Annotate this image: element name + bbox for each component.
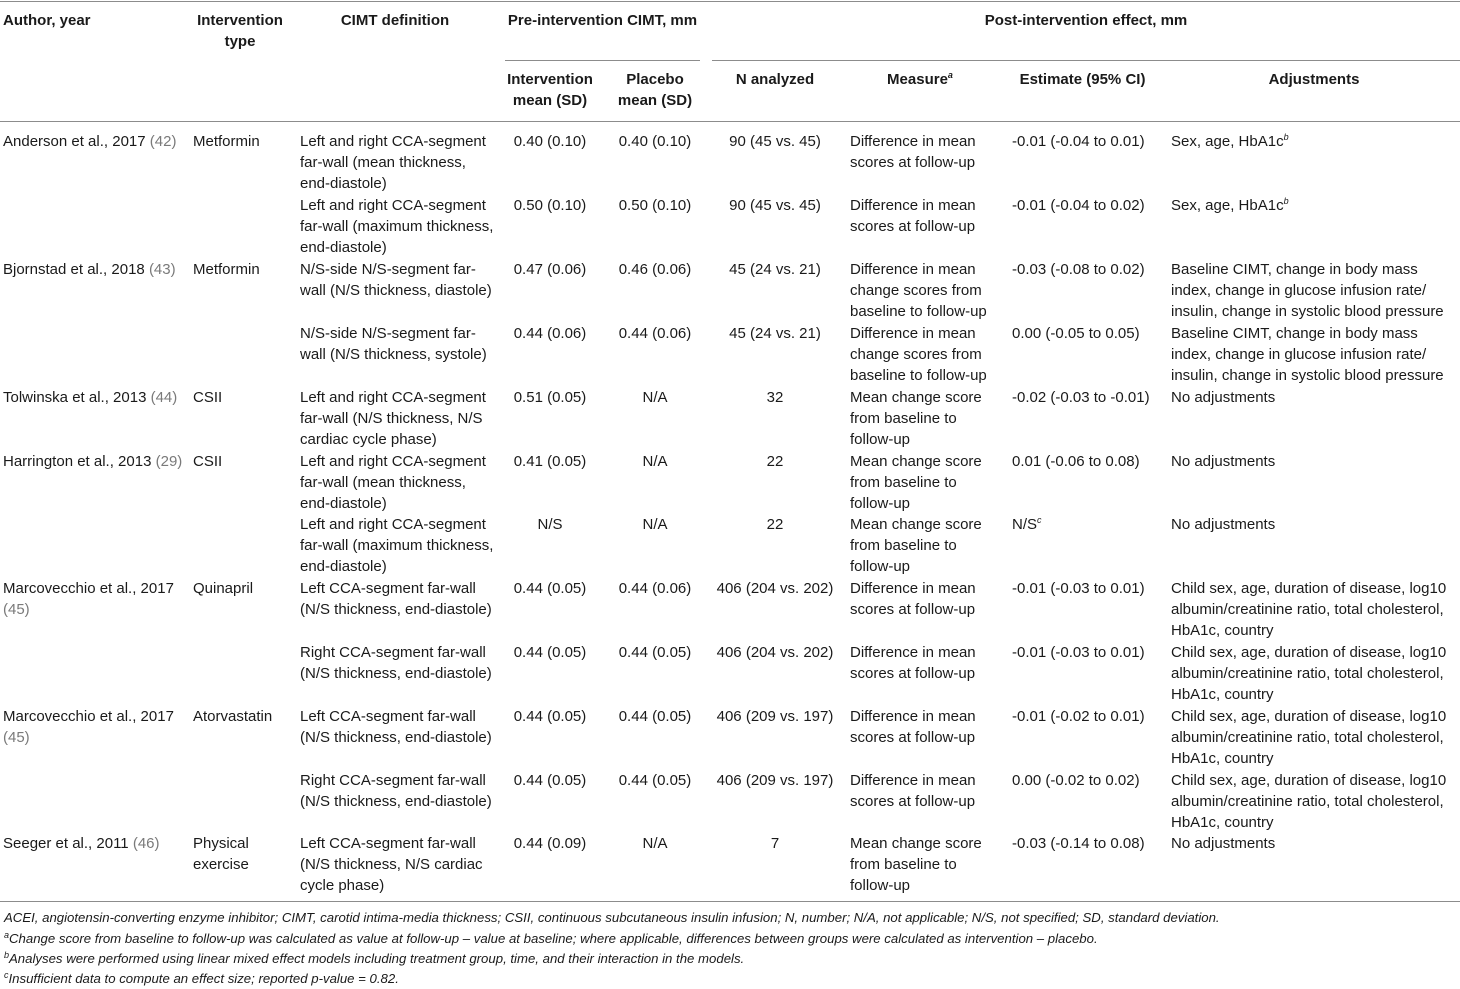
cell-plc-text: N/A <box>642 835 668 852</box>
cell-est <box>1012 259 1167 280</box>
cell-author-text: Seeger et al., 2011 <box>3 835 129 852</box>
cell-plc <box>605 131 705 152</box>
cell-est-text: N/S <box>1012 516 1038 533</box>
cell-est-text: -0.03 (-0.08 to 0.02) <box>1012 261 1145 278</box>
cell-measure <box>850 259 1000 323</box>
cell-measure-text: Difference in mean scores at follow-up <box>850 197 976 236</box>
cell-int <box>500 833 600 854</box>
cell-measure-text: Difference in mean change scores from baseline to follow-up <box>850 325 987 385</box>
cell-measure-text: Difference in mean scores at follow-up <box>850 133 976 172</box>
cell-type-text: CSII <box>193 453 223 470</box>
cell-plc <box>605 642 705 663</box>
header-intervention-type: Intervention type <box>197 12 283 50</box>
cell-n-text: 406 (209 vs. 197) <box>716 708 834 725</box>
cell-type <box>193 833 293 875</box>
cell-est <box>1012 706 1167 727</box>
cell-adj-text: Child sex, age, duration of disease, log10 albumin/creatinine ratio, total cholesterol, HbA1c, country <box>1171 772 1447 832</box>
cell-plc <box>605 195 705 216</box>
cell-int-text: 0.44 (0.05) <box>513 644 587 661</box>
cell-measure-text: Difference in mean change scores from baseline to follow-up <box>850 261 987 321</box>
footnote-a-mark: a <box>4 930 10 940</box>
reference-link[interactable]: (45) <box>3 601 30 619</box>
cell-plc-text: 0.44 (0.06) <box>618 580 692 597</box>
cell-est <box>1012 195 1167 216</box>
footnote-b-mark: b <box>4 950 10 960</box>
cell-cimt <box>300 387 498 451</box>
cell-author <box>3 706 189 748</box>
cell-cimt-text: Left and right CCA-segment far-wall (maximum thickness, end-diastole) <box>300 516 494 576</box>
cell-adj-text: No adjustments <box>1171 453 1276 470</box>
cell-plc-text: 0.44 (0.05) <box>618 708 692 725</box>
cell-cimt-text: Right CCA-segment far-wall (N/S thickness, end-diastole) <box>300 644 492 683</box>
cell-type <box>193 578 293 599</box>
cell-measure <box>850 131 1000 173</box>
cell-measure <box>850 514 1000 578</box>
header-measure-label: Measure <box>887 71 948 88</box>
cell-int <box>500 578 600 599</box>
cell-n-text: 45 (24 vs. 21) <box>729 261 821 278</box>
cell-cimt <box>300 770 498 812</box>
cell-cimt-text: Right CCA-segment far-wall (N/S thickness, end-diastole) <box>300 772 492 811</box>
cell-measure-text: Difference in mean scores at follow-up <box>850 708 976 747</box>
cell-int <box>500 770 600 791</box>
footnote-c-mark: c <box>4 970 9 980</box>
cell-measure-text: Difference in mean scores at follow-up <box>850 644 976 683</box>
cell-n <box>712 642 838 663</box>
cell-cimt <box>300 451 498 515</box>
cell-n <box>712 131 838 152</box>
cell-plc-text: N/A <box>642 516 668 533</box>
cell-measure-text: Difference in mean scores at follow-up <box>850 580 976 619</box>
cell-plc <box>605 770 705 791</box>
cell-measure-text: Mean change score from baseline to follow-up <box>850 389 982 449</box>
table-bottom-rule <box>0 901 1460 902</box>
cell-author <box>3 387 189 408</box>
cell-n-text: 406 (204 vs. 202) <box>716 644 834 661</box>
cell-measure <box>850 323 1000 387</box>
cell-measure <box>850 833 1000 897</box>
cell-est <box>1012 642 1167 663</box>
cell-plc <box>605 323 705 344</box>
cell-n <box>712 770 838 791</box>
cell-author-text: Anderson et al., 2017 <box>3 133 146 150</box>
cell-int <box>500 195 600 216</box>
footnote-b <box>4 949 744 969</box>
cell-cimt-text: Left and right CCA-segment far-wall (mean thickness, end-diastole) <box>300 453 486 513</box>
cell-est-text: 0.01 (-0.06 to 0.08) <box>1012 453 1140 470</box>
cell-plc <box>605 259 705 280</box>
footnote-marker: b <box>1283 132 1289 142</box>
cell-n <box>712 323 838 344</box>
cell-n-text: 45 (24 vs. 21) <box>729 325 821 342</box>
cell-n-text: 406 (204 vs. 202) <box>716 580 834 597</box>
cell-n-text: 90 (45 vs. 45) <box>729 197 821 214</box>
footnote-c-text: Insufficient data to compute an effect size; reported p-value = 0.82. <box>8 971 399 986</box>
cell-type-text: Metformin <box>193 133 260 150</box>
cell-adj <box>1171 706 1456 770</box>
cell-adj <box>1171 642 1456 706</box>
cell-type-text: Atorvastatin <box>193 708 273 725</box>
cell-author <box>3 131 189 152</box>
cell-cimt <box>300 323 498 365</box>
cell-adj <box>1171 578 1456 642</box>
cell-type <box>193 451 293 472</box>
cell-measure <box>850 195 1000 237</box>
cell-est-text: -0.01 (-0.04 to 0.01) <box>1012 133 1145 150</box>
cell-int-text: 0.44 (0.06) <box>513 325 587 342</box>
cell-est <box>1012 833 1167 854</box>
cell-int <box>500 259 600 280</box>
cell-author-text: Harrington et al., 2013 <box>3 453 152 470</box>
cell-plc <box>605 578 705 599</box>
cell-cimt <box>300 514 498 578</box>
header-n-analyzed: N analyzed <box>735 71 815 88</box>
cell-adj <box>1171 451 1456 472</box>
footnote-a-text: Change score from baseline to follow-up was calculated as value at follow-up – value at baseline; where applicable, differences between groups were calculated as intervention – placebo. <box>9 931 1098 946</box>
cell-plc-text: 0.50 (0.10) <box>618 197 692 214</box>
cell-est-text: -0.01 (-0.03 to 0.01) <box>1012 644 1145 661</box>
cell-n <box>712 259 838 280</box>
reference-link[interactable]: (29) <box>155 453 183 470</box>
cell-cimt-text: Left and right CCA-segment far-wall (N/S thickness, N/S cardiac cycle phase) <box>300 389 486 449</box>
cell-int-text: 0.41 (0.05) <box>513 453 587 470</box>
cell-n-text: 32 <box>766 389 784 406</box>
cell-n-text: 7 <box>770 835 780 852</box>
header-intervention-mean: Intervention mean (SD) <box>507 71 593 109</box>
cell-adj-text: No adjustments <box>1171 835 1276 852</box>
cell-n <box>712 833 838 854</box>
cell-est <box>1012 323 1167 344</box>
cell-n-text: 22 <box>766 516 784 533</box>
pre-group-rule <box>505 60 700 61</box>
header-bottom-rule <box>0 121 1460 122</box>
cell-int <box>500 451 600 472</box>
cell-adj-text: Child sex, age, duration of disease, log10 albumin/creatinine ratio, total cholesterol, HbA1c, country <box>1171 580 1447 640</box>
cell-plc-text: 0.44 (0.06) <box>618 325 692 342</box>
cell-adj-text: Child sex, age, duration of disease, log10 albumin/creatinine ratio, total cholesterol, HbA1c, country <box>1171 644 1447 704</box>
cell-n-text: 90 (45 vs. 45) <box>729 133 821 150</box>
cell-cimt <box>300 131 498 195</box>
cell-plc-text: N/A <box>642 453 668 470</box>
cell-measure <box>850 642 1000 684</box>
cell-int-text: 0.51 (0.05) <box>513 389 587 406</box>
post-group-rule <box>712 60 1460 61</box>
cell-cimt-text: Left CCA-segment far-wall (N/S thickness, N/S cardiac cycle phase) <box>300 835 483 895</box>
cell-cimt <box>300 259 498 301</box>
cell-author-text: Tolwinska et al., 2013 <box>3 389 147 406</box>
cell-author <box>3 451 189 472</box>
top-rule <box>0 1 1460 2</box>
cell-est <box>1012 514 1167 535</box>
cell-n <box>712 578 838 599</box>
cell-measure <box>850 578 1000 620</box>
cell-cimt-text: Left and right CCA-segment far-wall (mean thickness, end-diastole) <box>300 133 486 193</box>
cell-est-text: -0.01 (-0.02 to 0.01) <box>1012 708 1145 725</box>
cell-plc <box>605 451 705 472</box>
cell-type <box>193 259 293 280</box>
cell-plc-text: N/A <box>642 389 668 406</box>
cell-measure <box>850 451 1000 515</box>
cell-est <box>1012 451 1167 472</box>
cell-int-text: 0.40 (0.10) <box>513 133 587 150</box>
cell-est <box>1012 578 1167 599</box>
cell-n-text: 22 <box>766 453 784 470</box>
cell-int-text: N/S <box>537 516 563 533</box>
footnote-c <box>4 969 399 989</box>
cell-adj-text: Baseline CIMT, change in body mass index, change in glucose infusion rate/ insulin, change in systolic blood pressure <box>1171 325 1444 385</box>
cell-author <box>3 833 189 854</box>
cell-cimt-text: N/S-side N/S-segment far-wall (N/S thickness, diastole) <box>300 261 492 300</box>
cell-cimt-text: Left CCA-segment far-wall (N/S thickness, end-diastole) <box>300 708 492 747</box>
cell-adj <box>1171 387 1456 408</box>
footnote-marker: b <box>1283 196 1289 206</box>
cell-plc-text: 0.40 (0.10) <box>618 133 692 150</box>
cell-author-text: Marcovecchio et al., 2017 <box>3 580 174 597</box>
cell-int-text: 0.44 (0.09) <box>513 835 587 852</box>
cell-cimt-text: Left and right CCA-segment far-wall (maximum thickness, end-diastole) <box>300 197 494 257</box>
footnote-marker: c <box>1037 515 1042 525</box>
cell-adj <box>1171 195 1456 216</box>
cell-adj-text: Baseline CIMT, change in body mass index, change in glucose infusion rate/ insulin, change in systolic blood pressure <box>1171 261 1444 321</box>
cell-measure <box>850 387 1000 451</box>
cell-measure-text: Mean change score from baseline to follow-up <box>850 453 982 513</box>
cell-measure-text: Mean change score from baseline to follow-up <box>850 516 982 576</box>
cell-plc <box>605 706 705 727</box>
cell-adj-text: Sex, age, HbA1c <box>1171 133 1284 150</box>
cell-n <box>712 706 838 727</box>
cell-int <box>500 323 600 344</box>
cell-measure-text: Difference in mean scores at follow-up <box>850 772 976 811</box>
header-adjustments: Adjustments <box>1268 71 1360 88</box>
cell-author <box>3 259 189 280</box>
cell-int <box>500 706 600 727</box>
cell-cimt-text: N/S-side N/S-segment far-wall (N/S thickness, systole) <box>300 325 487 364</box>
cell-int <box>500 642 600 663</box>
cell-adj <box>1171 131 1456 152</box>
header-author: Author, year <box>3 12 91 29</box>
cell-type-text: Metformin <box>193 261 260 278</box>
reference-link[interactable]: (42) <box>149 133 177 150</box>
cell-author <box>3 578 189 620</box>
cell-int-text: 0.50 (0.10) <box>513 197 587 214</box>
cell-est-text: 0.00 (-0.05 to 0.05) <box>1012 325 1140 342</box>
cell-n <box>712 514 838 535</box>
reference-link[interactable]: (43) <box>148 261 176 278</box>
cell-int <box>500 514 600 535</box>
cell-adj <box>1171 833 1456 854</box>
cell-est-text: -0.02 (-0.03 to -0.01) <box>1012 389 1150 406</box>
cell-plc <box>605 833 705 854</box>
cell-type-text: Physical exercise <box>193 835 249 874</box>
cell-cimt <box>300 195 498 259</box>
cell-measure <box>850 770 1000 812</box>
cell-adj-text: Child sex, age, duration of disease, log10 albumin/creatinine ratio, total cholesterol, HbA1c, country <box>1171 708 1447 768</box>
reference-link[interactable]: (46) <box>132 835 160 852</box>
cell-type-text: CSII <box>193 389 223 406</box>
header-pre-intervention: Pre-intervention CIMT, mm <box>507 12 698 29</box>
cell-est-text: 0.00 (-0.02 to 0.02) <box>1012 772 1140 789</box>
footnote-b-text: Analyses were performed using linear mixed effect models including treatment group, time, and their interaction in the models. <box>9 951 745 966</box>
reference-link[interactable]: (44) <box>150 389 178 406</box>
cell-plc <box>605 387 705 408</box>
cell-n <box>712 387 838 408</box>
cell-int-text: 0.44 (0.05) <box>513 772 587 789</box>
cell-type <box>193 706 293 727</box>
cell-int-text: 0.44 (0.05) <box>513 708 587 725</box>
cell-int <box>500 131 600 152</box>
cell-est-text: -0.01 (-0.04 to 0.02) <box>1012 197 1145 214</box>
cell-plc-text: 0.44 (0.05) <box>618 772 692 789</box>
cell-plc-text: 0.44 (0.05) <box>618 644 692 661</box>
cell-adj <box>1171 514 1456 535</box>
header-post-intervention: Post-intervention effect, mm <box>984 12 1188 29</box>
cell-est <box>1012 131 1167 152</box>
cell-type <box>193 387 293 408</box>
cell-est-text: -0.01 (-0.03 to 0.01) <box>1012 580 1145 597</box>
cell-adj-text: No adjustments <box>1171 389 1276 406</box>
cell-cimt <box>300 578 498 620</box>
cell-cimt <box>300 642 498 684</box>
cell-int <box>500 387 600 408</box>
cell-author-text: Marcovecchio et al., 2017 <box>3 708 174 725</box>
reference-link[interactable]: (45) <box>3 729 30 747</box>
cell-n-text: 406 (209 vs. 197) <box>716 772 834 789</box>
cell-author-text: Bjornstad et al., 2018 <box>3 261 145 278</box>
header-measure-sup: a <box>947 70 953 80</box>
header-placebo-mean: Placebo mean (SD) <box>617 71 693 109</box>
cell-adj-text: Sex, age, HbA1c <box>1171 197 1284 214</box>
cell-cimt <box>300 706 498 748</box>
cell-plc-text: 0.46 (0.06) <box>618 261 692 278</box>
cell-measure-text: Mean change score from baseline to follow-up <box>850 835 982 895</box>
footnote-a <box>4 929 1098 949</box>
cell-n <box>712 195 838 216</box>
cell-adj <box>1171 259 1456 323</box>
header-estimate: Estimate (95% CI) <box>1019 71 1146 88</box>
cell-n <box>712 451 838 472</box>
cell-type-text: Quinapril <box>193 580 254 597</box>
cell-est <box>1012 387 1167 408</box>
cell-type <box>193 131 293 152</box>
cell-est <box>1012 770 1167 791</box>
cell-plc <box>605 514 705 535</box>
footnote-abbreviations: ACEI, angiotensin-converting enzyme inhibitor; CIMT, carotid intima-media thickness; CSII, continuous subcutaneous insulin infusion; N, number; N/A, not applicable; N/S, not specified; SD, standard deviation. <box>4 910 1220 925</box>
cell-adj <box>1171 323 1456 387</box>
cell-int-text: 0.47 (0.06) <box>513 261 587 278</box>
cell-measure <box>850 706 1000 748</box>
cell-int-text: 0.44 (0.05) <box>513 580 587 597</box>
header-cimt-definition: CIMT definition <box>340 12 450 29</box>
cell-est-text: -0.03 (-0.14 to 0.08) <box>1012 835 1145 852</box>
header-measure <box>845 69 995 90</box>
cell-adj <box>1171 770 1456 834</box>
cell-cimt <box>300 833 498 897</box>
cell-adj-text: No adjustments <box>1171 516 1276 533</box>
cell-cimt-text: Left CCA-segment far-wall (N/S thickness, end-diastole) <box>300 580 492 619</box>
